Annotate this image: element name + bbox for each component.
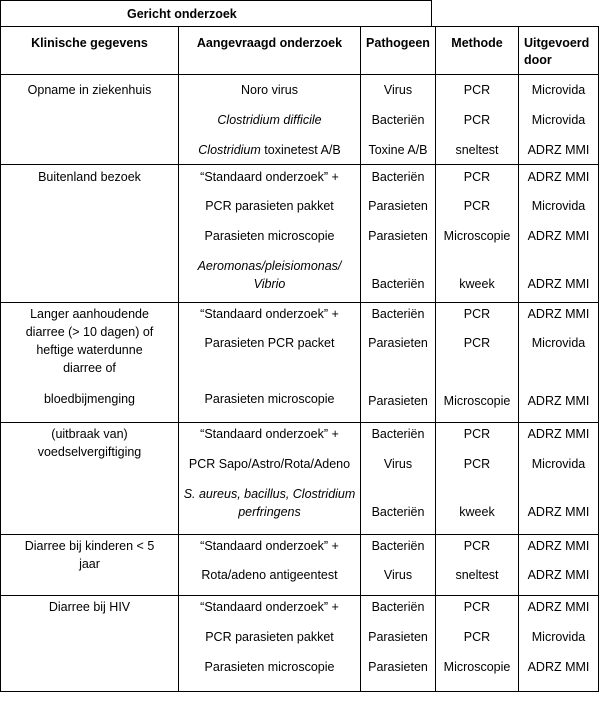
- group-row: [1, 535, 599, 596]
- requested-cell: Noro virus Clostridium difficile Clostridium toxinetest A/B: [179, 75, 361, 165]
- pathogen-cell: Bacteriën Virus: [361, 535, 436, 596]
- clinical-cell: Diarree bij HIV: [1, 596, 179, 692]
- header-requested: Aangevraagd onderzoek: [179, 27, 361, 75]
- group-row: [1, 596, 599, 692]
- method-cell: PCR sneltest: [436, 535, 519, 596]
- method-cell: PCR PCR kweek: [436, 423, 519, 535]
- clinical-cell: (uitbraak van) voedselvergiftiging: [1, 423, 179, 535]
- performed-by-cell: ADRZ MMI Microvida ADRZ MMI: [519, 423, 599, 535]
- pathogen-cell: Virus Bacteriën Toxine A/B: [361, 75, 436, 165]
- pathogen-cell: Bacteriën Virus Bacteriën: [361, 423, 436, 535]
- header-performed-by: Uitgevoerd door: [519, 27, 599, 75]
- table-title: Gericht onderzoek: [0, 0, 432, 27]
- clinical-cell: Buitenland bezoek: [1, 165, 179, 303]
- group-row: [1, 75, 599, 165]
- requested-cell: “Standaard onderzoek” + Rota/adeno antigeentest: [179, 535, 361, 596]
- header-row: [1, 27, 599, 75]
- method-cell: PCR PCR sneltest: [436, 75, 519, 165]
- clinical-cell: Opname in ziekenhuis: [1, 75, 179, 165]
- requested-cell: “Standaard onderzoek” + PCR parasieten pakket Parasieten microscopie Aeromonas/pleisiomonas/ Vibrio: [179, 165, 361, 303]
- pathogen-cell: Bacteriën Parasieten Parasieten Bacteriën: [361, 165, 436, 303]
- method-cell: PCR PCR Microscopie kweek: [436, 165, 519, 303]
- requested-cell: “Standaard onderzoek” + PCR Sapo/Astro/Rota/Adeno S. aureus, bacillus, Clostridium perfringens: [179, 423, 361, 535]
- performed-by-cell: ADRZ MMI Microvida ADRZ MMI: [519, 303, 599, 423]
- header-clinical: Klinische gegevens: [1, 27, 179, 75]
- method-cell: PCR PCR Microscopie: [436, 303, 519, 423]
- header-method: Methode: [436, 27, 519, 75]
- clinical-cell: Diarree bij kinderen < 5 jaar: [1, 535, 179, 596]
- performed-by-cell: Microvida Microvida ADRZ MMI: [519, 75, 599, 165]
- investigation-table: [0, 26, 599, 692]
- header-pathogen: Pathogeen: [361, 27, 436, 75]
- requested-cell: “Standaard onderzoek” + Parasieten PCR packet Parasieten microscopie: [179, 303, 361, 423]
- performed-by-cell: ADRZ MMI Microvida ADRZ MMI: [519, 596, 599, 692]
- performed-by-cell: ADRZ MMI Microvida ADRZ MMI ADRZ MMI: [519, 165, 599, 303]
- performed-by-cell: ADRZ MMI ADRZ MMI: [519, 535, 599, 596]
- requested-cell: “Standaard onderzoek” + PCR parasieten pakket Parasieten microscopie: [179, 596, 361, 692]
- pathogen-cell: Bacteriën Parasieten Parasieten: [361, 303, 436, 423]
- clinical-cell: Langer aanhoudende diarree (> 10 dagen) of heftige waterdunne diarree of bloedbijmenging: [1, 303, 179, 423]
- group-row: [1, 303, 599, 423]
- method-cell: PCR PCR Microscopie: [436, 596, 519, 692]
- group-row: [1, 423, 599, 535]
- pathogen-cell: Bacteriën Parasieten Parasieten: [361, 596, 436, 692]
- group-row: [1, 165, 599, 303]
